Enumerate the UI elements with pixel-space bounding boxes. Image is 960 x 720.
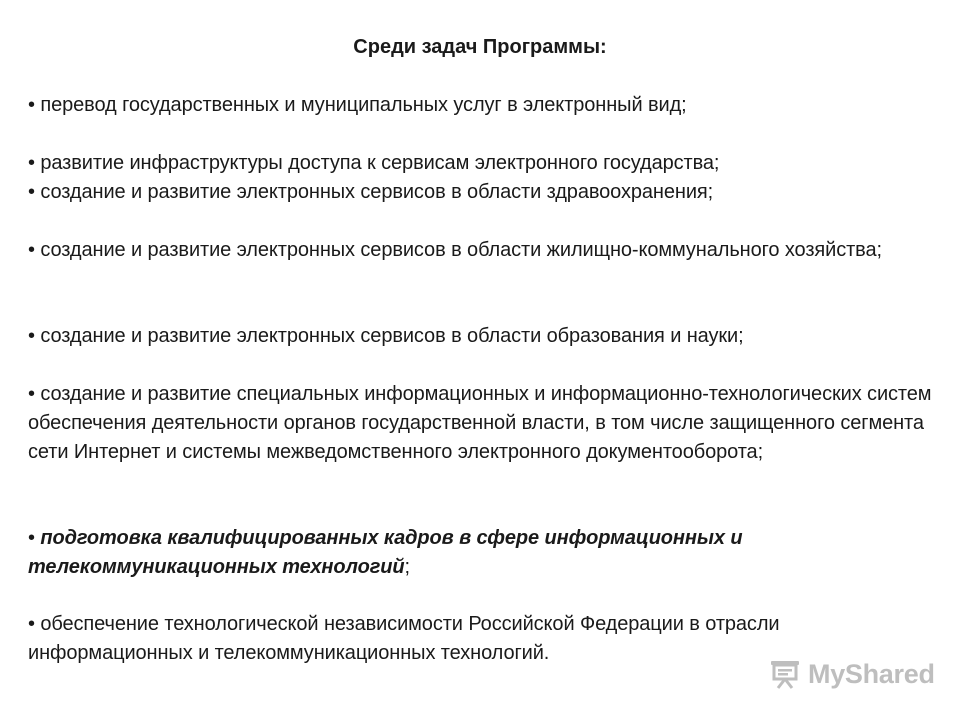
- bullet: •: [28, 527, 41, 549]
- list-item-personnel-training: [28, 524, 940, 582]
- trailing-punctuation: ;: [404, 556, 410, 578]
- watermark-text: MyShared: [808, 658, 935, 689]
- list-item-education: • создание и развитие электронных сервисов в области образования и науки;: [28, 325, 744, 347]
- emphasis-text: подготовка квалифицированных кадров в сфере информационных и телекоммуникационных технологий: [28, 527, 743, 578]
- list-item-infrastructure: • развитие инфраструктуры доступа к сервисам электронного государства;: [28, 152, 720, 174]
- watermark: [768, 656, 935, 692]
- list-item-services: • перевод государственных и муниципальных услуг в электронный вид;: [28, 94, 687, 116]
- slide-title: Среди задач Программы:: [353, 36, 607, 58]
- list-item-special-systems: • создание и развитие специальных информационных и информационно-технологических систем обеспечения деятельности органов государственной власти, в том числе защищенного сегмента сети Интернет и системы межведомственного электронного документооборота;: [28, 383, 932, 463]
- list-item-independence: • обеспечение технологической независимости Российской Федерации в отрасли информационных и телекоммуникационных технологий.: [28, 613, 780, 664]
- list-item-healthcare: • создание и развитие электронных сервисов в области здравоохранения;: [28, 181, 714, 203]
- presentation-screen-icon: [768, 657, 802, 691]
- list-item-housing: • создание и развитие электронных сервисов в области жилищно-коммунального хозяйства;: [28, 239, 882, 261]
